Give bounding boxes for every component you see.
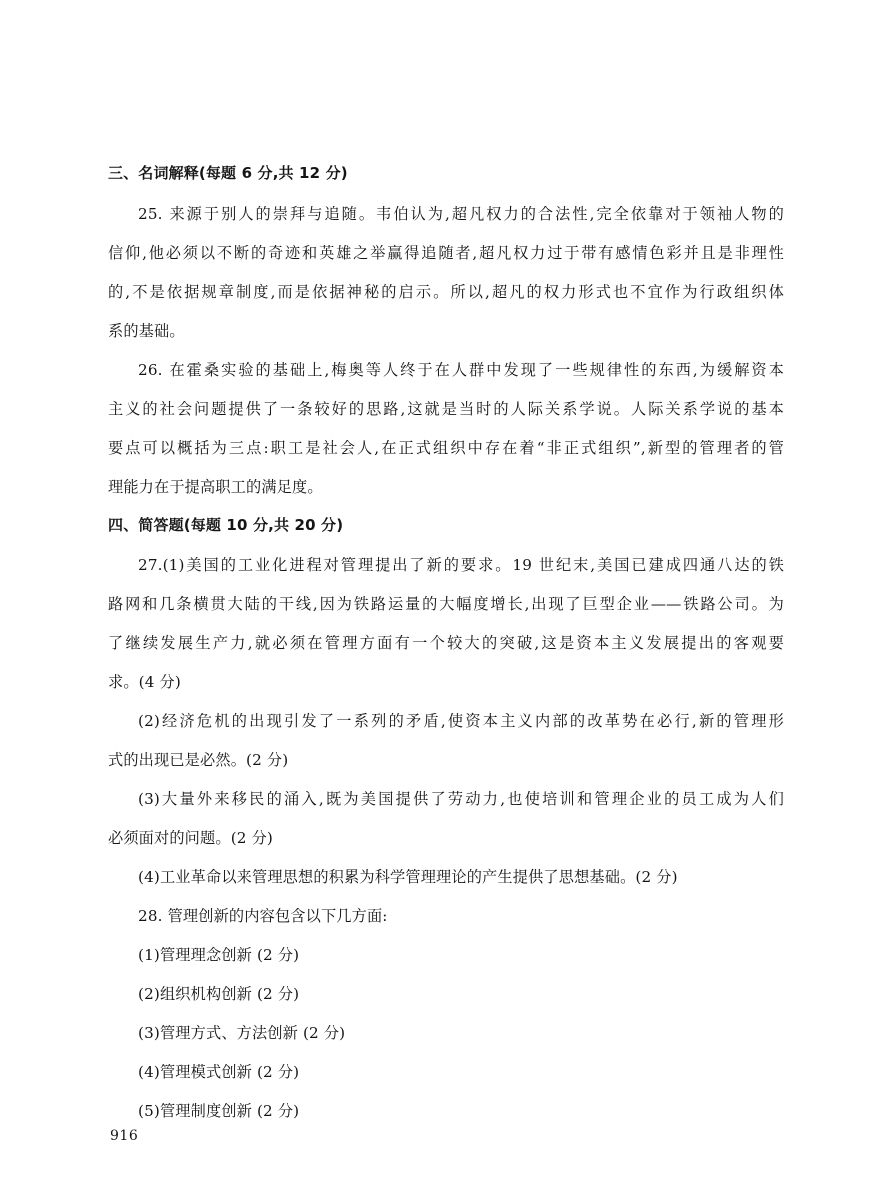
section-heading-3: 三、名词解释(每题 6 分,共 12 分) xyxy=(108,164,348,182)
q27-4-line: (4)工业革命以来管理思想的积累为科学管理理论的产生提供了思想基础。(2 分) xyxy=(138,868,678,886)
q26-line-3: 要点可以概括为三点:职工是社会人,在正式组织中存在着“非正式组织”,新型的管理者的管 xyxy=(108,439,784,457)
q25-line-4: 系的基础。 xyxy=(108,322,185,340)
q27-1-line-2: 路网和几条横贯大陆的干线,因为铁路运量的大幅度增长,出现了巨型企业——铁路公司。为 xyxy=(108,595,784,613)
q27-2-line-2: 式的出现已是必然。(2 分) xyxy=(108,751,289,769)
q28-item-5: (5)管理制度创新 (2 分) xyxy=(138,1102,300,1120)
q28-item-2: (2)组织机构创新 (2 分) xyxy=(138,985,300,1003)
q27-3-line-2: 必须面对的问题。(2 分) xyxy=(108,829,273,847)
q27-2-line-1: (2)经济危机的出现引发了一系列的矛盾,使资本主义内部的改革势在必行,新的管理形 xyxy=(138,712,784,730)
q28-item-3: (3)管理方式、方法创新 (2 分) xyxy=(138,1024,346,1042)
q25-line-3: 的,不是依据规章制度,而是依据神秘的启示。所以,超凡的权力形式也不宜作为行政组织体 xyxy=(108,283,784,301)
q28-item-1: (1)管理理念创新 (2 分) xyxy=(138,946,300,964)
q27-1-line-4: 求。(4 分) xyxy=(108,673,181,691)
q27-3-line-1: (3)大量外来移民的涌入,既为美国提供了劳动力,也使培训和管理企业的员工成为人们 xyxy=(138,790,784,808)
q26-line-4: 理能力在于提高职工的满足度。 xyxy=(108,478,323,496)
section-heading-4: 四、简答题(每题 10 分,共 20 分) xyxy=(108,516,344,534)
q27-1-line-1: 27.(1)美国的工业化进程对管理提出了新的要求。19 世纪末,美国已建成四通八达的铁 xyxy=(138,556,784,574)
q27-1-line-3: 了继续发展生产力,就必须在管理方面有一个较大的突破,这是资本主义发展提出的客观要 xyxy=(108,634,784,652)
q25-line-2: 信仰,他必须以不断的奇迹和英雄之举赢得追随者,超凡权力过于带有感情色彩并且是非理性 xyxy=(108,244,784,262)
q26-line-1: 26. 在霍桑实验的基础上,梅奥等人终于在人群中发现了一些规律性的东西,为缓解资本 xyxy=(138,361,784,379)
q28-item-4: (4)管理模式创新 (2 分) xyxy=(138,1063,300,1081)
q28-intro: 28. 管理创新的内容包含以下几方面: xyxy=(138,907,388,925)
q25-line-1: 25. 来源于别人的崇拜与追随。韦伯认为,超凡权力的合法性,完全依靠对于领袖人物的 xyxy=(138,205,784,223)
q26-line-2: 主义的社会问题提供了一条较好的思路,这就是当时的人际关系学说。人际关系学说的基本 xyxy=(108,400,784,418)
page-number: 916 xyxy=(110,1128,139,1144)
